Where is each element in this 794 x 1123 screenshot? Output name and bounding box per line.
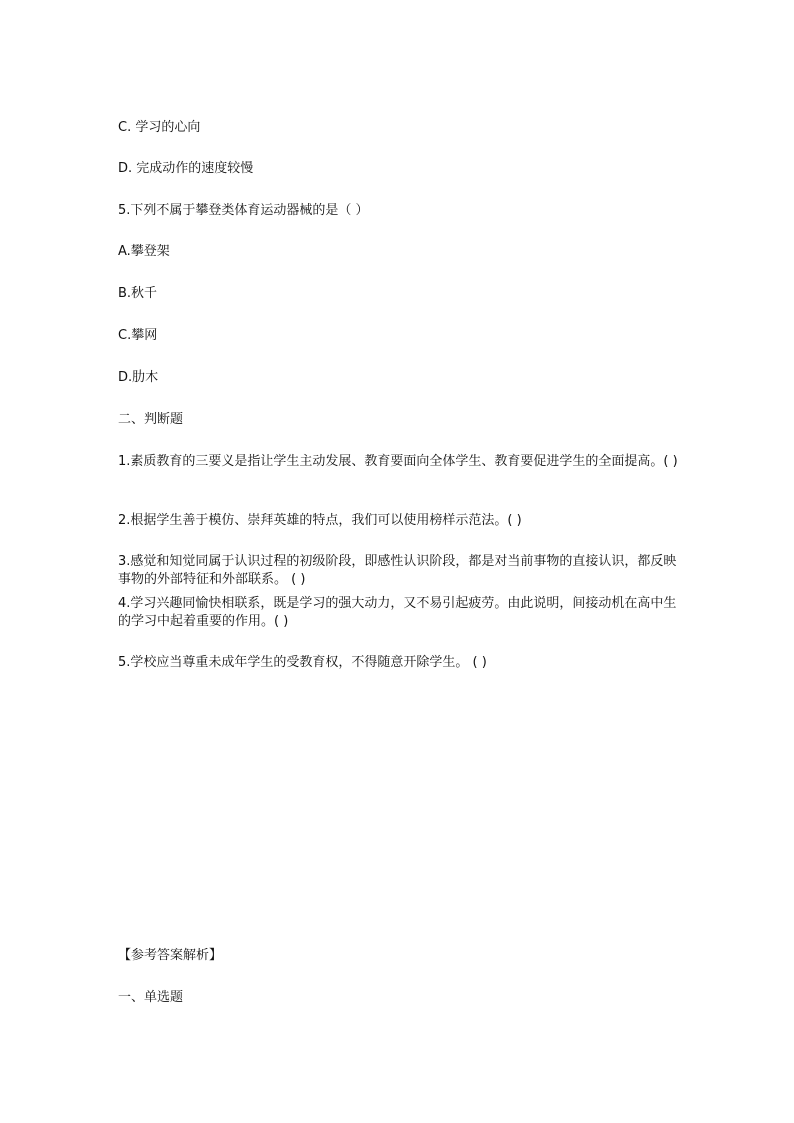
section-title-judgment: 二、判断题 bbox=[118, 412, 184, 427]
q4-option-c: C. 学习的心向 bbox=[118, 120, 201, 135]
judgment-item-5: 5.学校应当尊重未成年学生的受教育权，不得随意开除学生。 ( ) bbox=[118, 655, 487, 670]
judgment-item-1: 1.素质教育的三要义是指让学生主动发展、教育要面向全体学生、教育要促进学生的全面提高。( ) bbox=[118, 454, 678, 469]
q5-stem: 5.下列不属于攀登类体育运动器械的是（ ） bbox=[118, 203, 369, 218]
judgment-item-3: 3.感觉和知觉同属于认识过程的初级阶段，即感性认识阶段，都是对当前事物的直接认识，都反映事物的外部特征和外部联系。 ( ) bbox=[118, 554, 677, 587]
q5-option-c: C.攀网 bbox=[118, 328, 158, 343]
judgment-item-4: 4.学习兴趣同愉快相联系，既是学习的强大动力，又不易引起疲劳。由此说明，间接动机在高中生的学习中起着重要的作用。( ) bbox=[118, 596, 677, 629]
answers-section-single-choice: 一、单选题 bbox=[118, 990, 184, 1005]
judgment-item-2: 2.根据学生善于模仿、崇拜英雄的特点，我们可以使用榜样示范法。( ) bbox=[118, 513, 522, 528]
q5-option-a: A.攀登架 bbox=[118, 244, 170, 259]
q4-option-d: D. 完成动作的速度较慢 bbox=[118, 161, 254, 176]
q5-option-d: D.肋木 bbox=[118, 370, 159, 385]
q5-option-b: B.秋千 bbox=[118, 286, 158, 301]
answers-title: 【参考答案解析】 bbox=[118, 948, 223, 963]
